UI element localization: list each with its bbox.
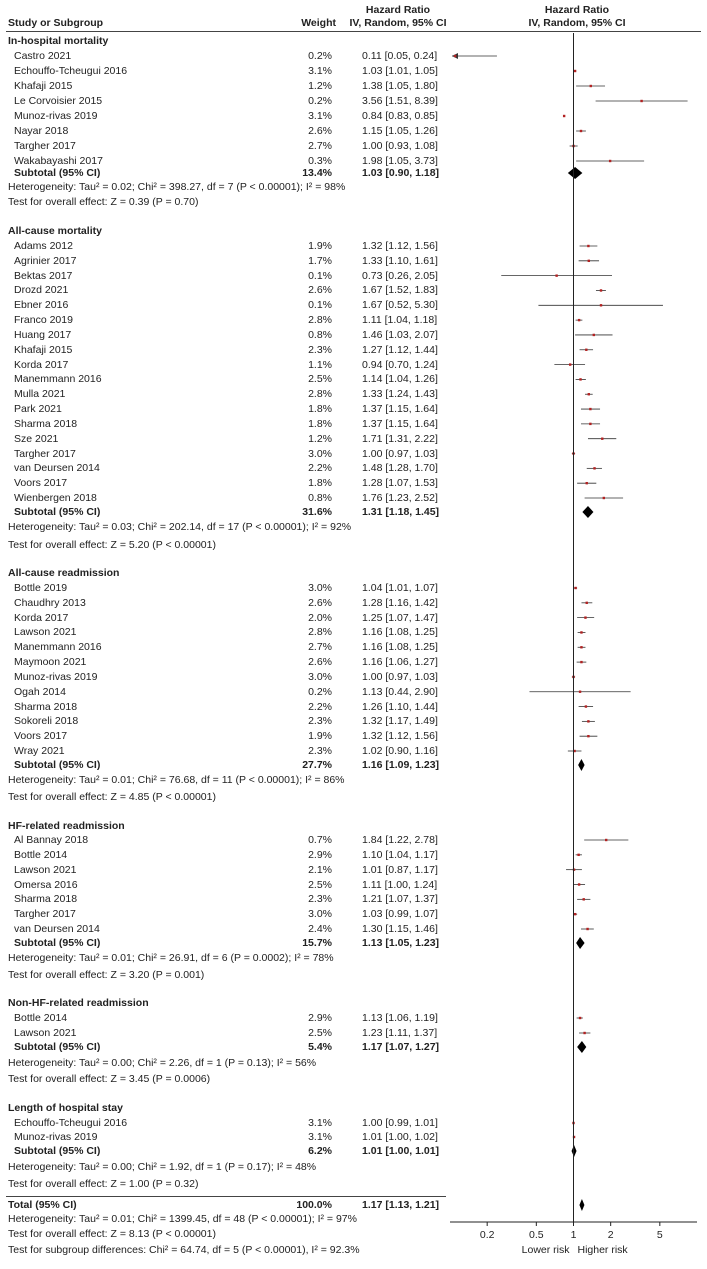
- effect-point: [640, 100, 642, 102]
- study-hr: 1.71 [1.31, 2.22]: [362, 432, 438, 445]
- study-hr: 1.02 [0.90, 1.16]: [362, 745, 438, 757]
- subtotal-label: Subtotal (95% CI): [14, 1041, 101, 1053]
- heterogeneity-text: Heterogeneity: Tau² = 0.03; Chi² = 202.14, df = 17 (P < 0.00001); I² = 92%: [8, 521, 352, 533]
- header-hr: Hazard Ratio: [365, 4, 431, 16]
- study-name: Sharma 2018: [14, 893, 78, 906]
- effect-point: [574, 913, 576, 915]
- study-weight: 2.3%: [308, 715, 332, 728]
- study-weight: 2.5%: [308, 373, 332, 386]
- study-name: Munoz-rivas 2019: [14, 670, 98, 683]
- study-weight: 0.2%: [308, 95, 332, 107]
- study-name: Bottle 2019: [14, 582, 68, 594]
- summary-diamond: [578, 759, 584, 771]
- effect-point: [580, 631, 582, 633]
- total-heterogeneity: Heterogeneity: Tau² = 0.01; Chi² = 1399.45, df = 48 (P < 0.00001); I² = 97%: [8, 1213, 357, 1225]
- study-name: Echouffo-Tcheugui 2016: [14, 1117, 128, 1129]
- effect-point: [587, 735, 589, 737]
- subtotal-label: Subtotal (95% CI): [14, 759, 101, 771]
- study-hr: 1.00 [0.99, 1.01]: [362, 1117, 438, 1129]
- overall-effect-text: Test for overall effect: Z = 1.00 (P = 0.32): [8, 1178, 199, 1190]
- effect-point: [605, 839, 607, 841]
- total-overall-effect: Test for overall effect: Z = 8.13 (P < 0.00001): [8, 1228, 216, 1240]
- study-name: Voors 2017: [14, 477, 68, 490]
- effect-point: [555, 274, 557, 276]
- effect-point: [577, 854, 579, 856]
- subgroup-title: All-cause mortality: [8, 225, 102, 237]
- study-name: Wienbergen 2018: [14, 492, 97, 504]
- effect-point: [585, 349, 587, 351]
- effect-point: [587, 720, 589, 722]
- subtotal-weight: 13.4%: [302, 167, 332, 179]
- subtotal-weight: 5.4%: [308, 1041, 332, 1053]
- study-name: Targher 2017: [14, 908, 76, 921]
- effect-point: [588, 260, 590, 262]
- overall-effect-text: Test for overall effect: Z = 3.20 (P = 0.001): [8, 969, 205, 981]
- study-name: Korda 2017: [14, 358, 69, 371]
- study-hr: 1.01 [1.00, 1.02]: [362, 1131, 438, 1143]
- study-name: Agrinier 2017: [14, 254, 77, 267]
- effect-point: [579, 378, 581, 380]
- study-hr: 1.00 [0.97, 1.03]: [362, 670, 438, 683]
- study-name: Munoz-rivas 2019: [14, 1131, 98, 1143]
- study-name: Wray 2021: [14, 745, 65, 757]
- subtotal-hr: 1.17 [1.07, 1.27]: [362, 1041, 440, 1053]
- effect-point: [574, 587, 576, 589]
- study-hr: 1.04 [1.01, 1.07]: [362, 582, 438, 594]
- summary-diamond: [568, 167, 583, 179]
- study-weight: 0.2%: [308, 685, 332, 698]
- summary-diamond: [572, 1145, 577, 1157]
- study-weight: 1.9%: [308, 730, 332, 743]
- study-weight: 2.0%: [308, 611, 332, 624]
- heterogeneity-text: Heterogeneity: Tau² = 0.00; Chi² = 2.26, df = 1 (P = 0.13); I² = 56%: [8, 1057, 317, 1069]
- heterogeneity-text: Heterogeneity: Tau² = 0.01; Chi² = 26.91, df = 6 (P = 0.0002); I² = 78%: [8, 952, 334, 964]
- subtotal-label: Subtotal (95% CI): [14, 506, 101, 518]
- study-weight: 2.2%: [308, 700, 332, 713]
- summary-diamond: [579, 1199, 584, 1211]
- study-weight: 0.8%: [308, 328, 332, 341]
- effect-point: [454, 55, 456, 57]
- effect-point: [586, 482, 588, 484]
- study-weight: 1.9%: [308, 240, 332, 252]
- header-weight: Weight: [301, 17, 336, 29]
- study-weight: 0.3%: [308, 155, 332, 167]
- study-weight: 3.0%: [308, 670, 332, 683]
- study-weight: 0.8%: [308, 492, 332, 504]
- subtotal-weight: 31.6%: [302, 506, 332, 518]
- study-hr: 1.32 [1.12, 1.56]: [362, 730, 438, 743]
- study-hr: 1.38 [1.05, 1.80]: [362, 80, 438, 92]
- x-tick-label: 0.2: [479, 1229, 495, 1241]
- study-weight: 3.0%: [308, 908, 332, 921]
- x-tick-label: 0.5: [529, 1229, 544, 1241]
- subtotal-label: Subtotal (95% CI): [14, 937, 101, 949]
- study-weight: 2.3%: [308, 893, 332, 906]
- effect-point: [579, 691, 581, 693]
- effect-point: [578, 883, 580, 885]
- study-hr: 1.33 [1.24, 1.43]: [362, 388, 438, 401]
- study-hr: 0.94 [0.70, 1.24]: [362, 358, 438, 371]
- effect-point: [593, 467, 595, 469]
- effect-point: [563, 115, 565, 117]
- total-weight: 100.0%: [296, 1199, 332, 1211]
- subgroup-differences: Test for subgroup differences: Chi² = 64.74, df = 5 (P < 0.00001), I² = 92.3%: [8, 1244, 360, 1256]
- study-weight: 3.1%: [308, 110, 332, 122]
- study-weight: 2.4%: [308, 923, 332, 935]
- study-weight: 2.3%: [308, 745, 332, 757]
- study-hr: 1.27 [1.12, 1.44]: [362, 343, 438, 356]
- effect-point: [589, 408, 591, 410]
- study-name: Sharma 2018: [14, 700, 78, 713]
- study-name: Manemmann 2016: [14, 641, 102, 654]
- effect-point: [603, 497, 605, 499]
- study-weight: 3.0%: [308, 582, 332, 594]
- study-weight: 0.1%: [308, 269, 332, 282]
- summary-diamond: [582, 506, 593, 518]
- study-name: Lawson 2021: [14, 863, 77, 876]
- header-plot-method: IV, Random, 95% CI: [528, 17, 626, 29]
- study-hr: 1.76 [1.23, 2.52]: [362, 492, 438, 504]
- study-name: Omersa 2016: [14, 878, 78, 891]
- study-name: Adams 2012: [14, 240, 73, 252]
- study-hr: 1.15 [1.05, 1.26]: [362, 125, 438, 137]
- study-hr: 1.37 [1.15, 1.64]: [362, 403, 438, 416]
- effect-point: [574, 70, 576, 72]
- study-hr: 1.48 [1.28, 1.70]: [362, 462, 438, 475]
- effect-point: [601, 438, 603, 440]
- effect-point: [580, 646, 582, 648]
- study-hr: 1.03 [0.99, 1.07]: [362, 908, 438, 921]
- study-name: Bottle 2014: [14, 848, 68, 861]
- study-weight: 2.6%: [308, 596, 332, 609]
- study-name: Lawson 2021: [14, 626, 77, 639]
- study-name: Al Bannay 2018: [14, 834, 89, 846]
- study-hr: 1.16 [1.08, 1.25]: [362, 641, 438, 654]
- study-hr: 1.30 [1.15, 1.46]: [362, 923, 438, 935]
- study-name: Munoz-rivas 2019: [14, 110, 98, 122]
- effect-point: [580, 661, 582, 663]
- study-weight: 2.1%: [308, 863, 332, 876]
- effect-point: [569, 363, 571, 365]
- study-name: Voors 2017: [14, 730, 68, 743]
- study-name: Drozd 2021: [14, 284, 69, 297]
- header-hr-method: IV, Random, 95% CI: [349, 17, 447, 29]
- subtotal-hr: 1.01 [1.00, 1.01]: [362, 1145, 440, 1157]
- effect-point: [578, 319, 580, 321]
- study-weight: 0.7%: [308, 834, 332, 846]
- study-weight: 2.7%: [308, 140, 332, 152]
- study-weight: 2.3%: [308, 343, 332, 356]
- effect-point: [585, 705, 587, 707]
- effect-point: [609, 160, 611, 162]
- study-name: Khafaji 2015: [14, 80, 73, 92]
- study-name: Franco 2019: [14, 314, 73, 327]
- higher-risk-label: Higher risk: [577, 1244, 628, 1256]
- study-hr: 1.37 [1.15, 1.64]: [362, 417, 438, 430]
- effect-point: [583, 898, 585, 900]
- header-plot: Hazard Ratio: [544, 4, 610, 16]
- effect-point: [593, 334, 595, 336]
- study-weight: 1.1%: [308, 358, 332, 371]
- study-name: Mulla 2021: [14, 388, 66, 401]
- study-hr: 1.00 [0.93, 1.08]: [362, 140, 438, 152]
- study-weight: 2.9%: [308, 848, 332, 861]
- study-hr: 1.01 [0.87, 1.17]: [362, 863, 438, 876]
- x-tick-label: 1: [570, 1229, 577, 1241]
- study-hr: 1.14 [1.04, 1.26]: [362, 373, 438, 386]
- study-name: Wakabayashi 2017: [14, 155, 103, 167]
- subtotal-label: Subtotal (95% CI): [14, 1145, 101, 1157]
- effect-point: [588, 393, 590, 395]
- header-study: Study or Subgroup: [8, 17, 104, 29]
- study-hr: 1.32 [1.12, 1.56]: [362, 240, 438, 252]
- effect-point: [586, 602, 588, 604]
- effect-point: [587, 245, 589, 247]
- effect-point: [586, 928, 588, 930]
- study-hr: 0.73 [0.26, 2.05]: [362, 269, 438, 282]
- study-weight: 1.7%: [308, 254, 332, 267]
- study-weight: 2.8%: [308, 314, 332, 327]
- study-weight: 1.8%: [308, 403, 332, 416]
- study-name: Maymoon 2021: [14, 656, 87, 669]
- study-name: Huang 2017: [14, 328, 72, 341]
- study-hr: 1.28 [1.16, 1.42]: [362, 596, 438, 609]
- study-name: Bottle 2014: [14, 1012, 68, 1024]
- study-weight: 2.8%: [308, 388, 332, 401]
- study-hr: 1.13 [1.06, 1.19]: [362, 1012, 438, 1024]
- study-weight: 2.5%: [308, 878, 332, 891]
- study-weight: 2.5%: [308, 1027, 332, 1039]
- study-weight: 3.1%: [308, 65, 332, 77]
- study-name: Ogah 2014: [14, 685, 66, 698]
- study-hr: 1.32 [1.17, 1.49]: [362, 715, 438, 728]
- study-name: Sokoreli 2018: [14, 715, 79, 728]
- subgroup-title: Non-HF-related readmission: [8, 997, 149, 1009]
- heterogeneity-text: Heterogeneity: Tau² = 0.01; Chi² = 76.68, df = 11 (P < 0.00001); I² = 86%: [8, 774, 345, 786]
- study-weight: 0.1%: [308, 299, 332, 312]
- study-hr: 1.33 [1.10, 1.61]: [362, 254, 438, 267]
- overall-effect-text: Test for overall effect: Z = 4.85 (P < 0.00001): [8, 791, 216, 803]
- effect-point: [590, 85, 592, 87]
- study-weight: 2.6%: [308, 284, 332, 297]
- study-hr: 1.25 [1.07, 1.47]: [362, 611, 438, 624]
- study-name: Lawson 2021: [14, 1027, 77, 1039]
- study-name: Sharma 2018: [14, 417, 78, 430]
- subgroup-title: Length of hospital stay: [8, 1102, 123, 1114]
- subtotal-hr: 1.13 [1.05, 1.23]: [362, 937, 440, 949]
- study-weight: 2.7%: [308, 641, 332, 654]
- effect-point: [584, 616, 586, 618]
- subtotal-weight: 27.7%: [302, 759, 332, 771]
- study-name: Park 2021: [14, 403, 62, 416]
- study-hr: 1.46 [1.03, 2.07]: [362, 328, 438, 341]
- x-tick-label: 5: [656, 1229, 663, 1241]
- study-weight: 2.6%: [308, 125, 332, 137]
- effect-point: [589, 423, 591, 425]
- study-weight: 2.2%: [308, 462, 332, 475]
- study-name: Sze 2021: [14, 432, 59, 445]
- subtotal-label: Subtotal (95% CI): [14, 167, 101, 179]
- effect-point: [583, 1032, 585, 1034]
- lower-risk-label: Lower risk: [521, 1244, 570, 1256]
- study-weight: 2.8%: [308, 626, 332, 639]
- study-hr: 0.84 [0.83, 0.85]: [362, 110, 438, 122]
- study-hr: 1.67 [1.52, 1.83]: [362, 284, 438, 297]
- study-weight: 1.8%: [308, 477, 332, 490]
- effect-point: [600, 304, 602, 306]
- study-hr: 1.16 [1.08, 1.25]: [362, 626, 438, 639]
- study-weight: 3.1%: [308, 1131, 332, 1143]
- study-name: Echouffo-Tcheugui 2016: [14, 65, 128, 77]
- study-weight: 2.9%: [308, 1012, 332, 1024]
- total-label: Total (95% CI): [8, 1199, 77, 1211]
- study-name: Le Corvoisier 2015: [14, 95, 103, 107]
- subtotal-hr: 1.31 [1.18, 1.45]: [362, 506, 440, 518]
- study-hr: 1.11 [1.04, 1.18]: [362, 314, 438, 327]
- study-weight: 1.2%: [308, 432, 332, 445]
- study-name: Castro 2021: [14, 50, 72, 62]
- x-tick-label: 2: [607, 1229, 614, 1241]
- study-hr: 1.67 [0.52, 5.30]: [362, 299, 438, 312]
- study-hr: 1.26 [1.10, 1.44]: [362, 700, 438, 713]
- heterogeneity-text: Heterogeneity: Tau² = 0.00; Chi² = 1.92, df = 1 (P = 0.17); I² = 48%: [8, 1161, 317, 1173]
- study-name: van Deursen 2014: [14, 923, 100, 935]
- study-weight: 1.8%: [308, 417, 332, 430]
- overall-effect-text: Test for overall effect: Z = 5.20 (P < 0.00001): [8, 539, 216, 551]
- study-hr: 1.03 [1.01, 1.05]: [362, 65, 438, 77]
- subtotal-hr: 1.03 [0.90, 1.18]: [362, 167, 440, 179]
- study-name: van Deursen 2014: [14, 462, 100, 475]
- study-hr: 1.21 [1.07, 1.37]: [362, 893, 438, 906]
- study-name: Bektas 2017: [14, 269, 73, 282]
- subtotal-weight: 15.7%: [302, 937, 332, 949]
- study-hr: 1.28 [1.07, 1.53]: [362, 477, 438, 490]
- study-name: Korda 2017: [14, 611, 69, 624]
- subgroup-title: HF-related readmission: [8, 820, 125, 832]
- study-weight: 1.2%: [308, 80, 332, 92]
- study-hr: 0.11 [0.05, 0.24]: [362, 50, 438, 62]
- study-weight: 3.1%: [308, 1117, 332, 1129]
- effect-point: [580, 130, 582, 132]
- study-name: Khafaji 2015: [14, 343, 73, 356]
- summary-diamond: [577, 1041, 586, 1053]
- study-weight: 0.2%: [308, 50, 332, 62]
- overall-effect-text: Test for overall effect: Z = 3.45 (P = 0.0006): [8, 1073, 211, 1085]
- study-weight: 3.0%: [308, 447, 332, 460]
- effect-point: [579, 1017, 581, 1019]
- study-name: Chaudhry 2013: [14, 596, 86, 609]
- study-weight: 2.6%: [308, 656, 332, 669]
- heterogeneity-text: Heterogeneity: Tau² = 0.02; Chi² = 398.27, df = 7 (P < 0.00001); I² = 98%: [8, 181, 346, 193]
- subgroup-title: In-hospital mortality: [8, 35, 109, 47]
- study-hr: 1.98 [1.05, 3.73]: [362, 155, 438, 167]
- study-name: Targher 2017: [14, 140, 76, 152]
- study-hr: 1.13 [0.44, 2.90]: [362, 685, 438, 698]
- summary-diamond: [576, 937, 584, 949]
- overall-effect-text: Test for overall effect: Z = 0.39 (P = 0.70): [8, 196, 199, 208]
- effect-point: [600, 289, 602, 291]
- study-hr: 1.00 [0.97, 1.03]: [362, 447, 438, 460]
- study-hr: 1.11 [1.00, 1.24]: [362, 878, 438, 891]
- study-name: Manemmann 2016: [14, 373, 102, 386]
- study-name: Nayar 2018: [14, 125, 69, 137]
- study-hr: 1.10 [1.04, 1.17]: [362, 848, 438, 861]
- study-hr: 3.56 [1.51, 8.39]: [362, 95, 438, 107]
- subgroup-title: All-cause readmission: [8, 567, 120, 579]
- study-hr: 1.16 [1.06, 1.27]: [362, 656, 438, 669]
- total-hr: 1.17 [1.13, 1.21]: [362, 1199, 440, 1211]
- study-name: Targher 2017: [14, 447, 76, 460]
- subtotal-hr: 1.16 [1.09, 1.23]: [362, 759, 440, 771]
- study-hr: 1.84 [1.22, 2.78]: [362, 834, 438, 846]
- subtotal-weight: 6.2%: [308, 1145, 332, 1157]
- study-name: Ebner 2016: [14, 299, 69, 312]
- study-hr: 1.23 [1.11, 1.37]: [362, 1027, 438, 1039]
